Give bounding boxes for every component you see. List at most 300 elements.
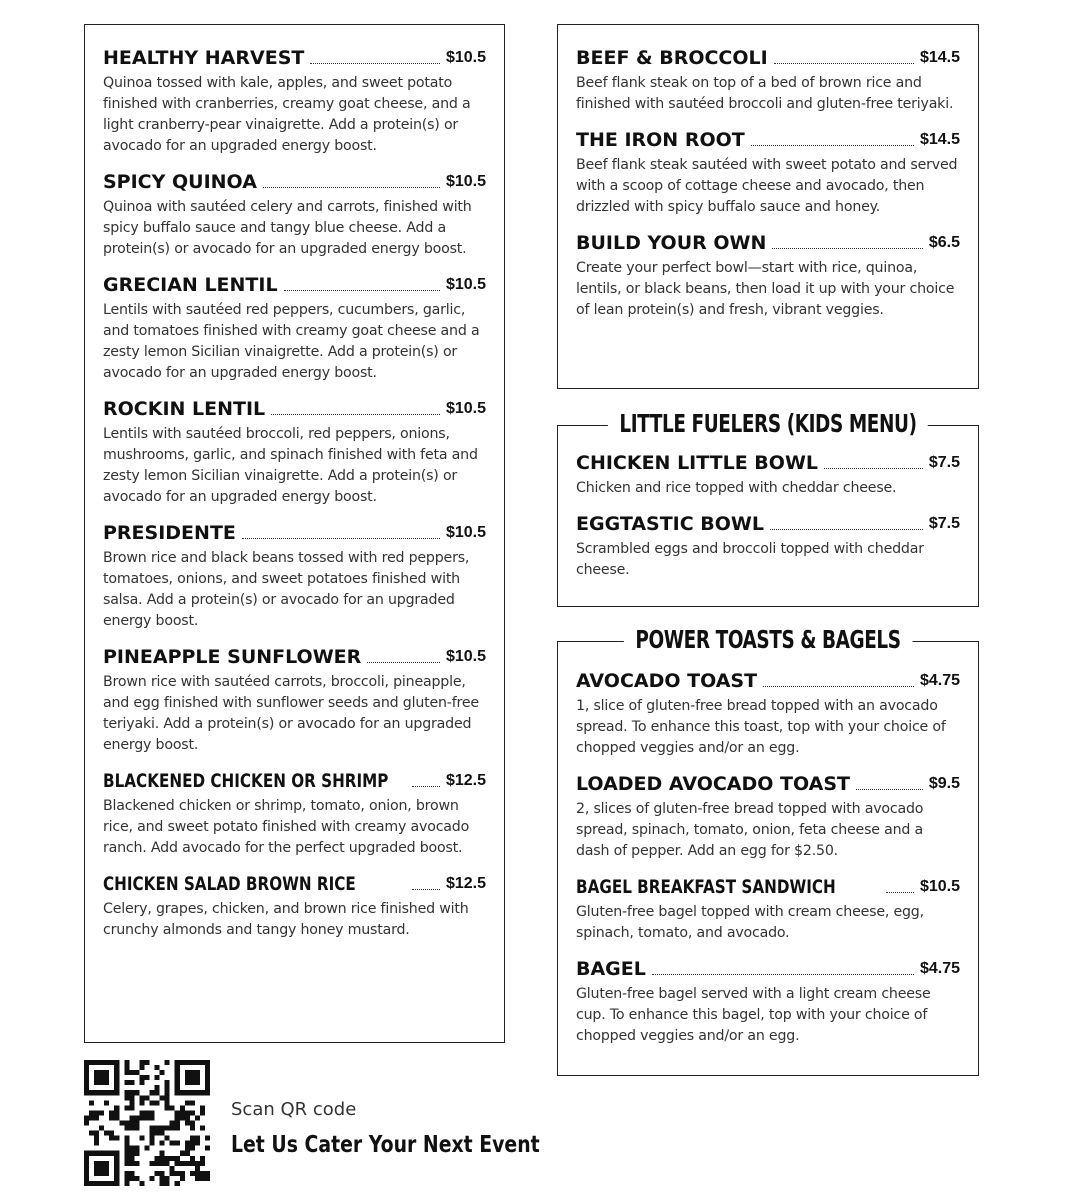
qr-module bbox=[84, 1151, 89, 1156]
qr-module bbox=[170, 1171, 175, 1176]
qr-module bbox=[114, 1166, 119, 1171]
qr-module bbox=[109, 1110, 114, 1115]
menu-item bbox=[103, 522, 486, 632]
menu-item-header bbox=[103, 398, 486, 420]
qr-module bbox=[144, 1075, 149, 1080]
qr-module bbox=[195, 1171, 200, 1176]
qr-module bbox=[139, 1136, 144, 1141]
qr-module bbox=[84, 1181, 89, 1186]
menu-item-header bbox=[576, 452, 960, 474]
qr-module bbox=[129, 1156, 134, 1161]
menu-item bbox=[103, 873, 486, 941]
qr-module bbox=[175, 1065, 180, 1070]
qr-module bbox=[94, 1075, 99, 1080]
qr-module bbox=[99, 1070, 104, 1075]
menu-item bbox=[576, 232, 960, 321]
qr-module bbox=[150, 1136, 155, 1141]
qr-module bbox=[200, 1171, 205, 1176]
toasts-bagels-title: POWER TOASTS & BAGELS bbox=[624, 625, 912, 654]
menu-item-price: $10.5 bbox=[445, 49, 486, 66]
menu-item bbox=[103, 171, 486, 260]
menu-item bbox=[103, 274, 486, 384]
qr-module bbox=[155, 1131, 160, 1136]
qr-module bbox=[175, 1070, 180, 1075]
qr-module bbox=[200, 1090, 205, 1095]
menu-item bbox=[576, 47, 960, 115]
qr-module bbox=[175, 1120, 180, 1125]
qr-module bbox=[134, 1146, 139, 1151]
qr-module bbox=[114, 1070, 119, 1075]
qr-module bbox=[175, 1171, 180, 1176]
qr-module bbox=[195, 1080, 200, 1085]
qr-module bbox=[160, 1181, 165, 1186]
qr-module bbox=[150, 1161, 155, 1166]
qr-module bbox=[89, 1151, 94, 1156]
qr-module bbox=[205, 1176, 210, 1181]
menu-item-description: Blackened chicken or shrimp, tomato, onion, brown rice, and sweet potato finished with creamy avocado ranch. Add avocado for the perfect upgraded boost. bbox=[103, 798, 470, 856]
qr-module bbox=[94, 1131, 99, 1136]
qr-module bbox=[195, 1176, 200, 1181]
qr-module bbox=[185, 1110, 190, 1115]
qr-module bbox=[190, 1161, 195, 1166]
qr-module bbox=[94, 1090, 99, 1095]
qr-module bbox=[104, 1075, 109, 1080]
dot-leader bbox=[774, 63, 914, 64]
menu-item-price: $14.5 bbox=[919, 49, 960, 66]
menu-item-price: $10.5 bbox=[445, 648, 486, 665]
qr-module bbox=[94, 1070, 99, 1075]
qr-module bbox=[185, 1120, 190, 1125]
qr-module bbox=[84, 1075, 89, 1080]
qr-module bbox=[190, 1075, 195, 1080]
qr-module bbox=[139, 1115, 144, 1120]
menu-item-header bbox=[576, 129, 960, 151]
qr-module bbox=[109, 1115, 114, 1120]
qr-module bbox=[180, 1171, 185, 1176]
dot-leader bbox=[772, 248, 922, 249]
qr-module bbox=[190, 1126, 195, 1131]
qr-module bbox=[185, 1141, 190, 1146]
qr-module bbox=[99, 1166, 104, 1171]
menu-item bbox=[103, 398, 486, 508]
qr-module bbox=[114, 1181, 119, 1186]
qr-module bbox=[165, 1105, 170, 1110]
qr-module bbox=[124, 1126, 129, 1131]
qr-module bbox=[104, 1181, 109, 1186]
qr-module bbox=[200, 1156, 205, 1161]
qr-module bbox=[205, 1136, 210, 1141]
menu-item-name: CHICKEN SALAD BROWN RICE bbox=[103, 873, 356, 895]
menu-item-name: HEALTHY HARVEST bbox=[103, 47, 305, 69]
dot-leader bbox=[242, 538, 440, 539]
qr-module bbox=[124, 1176, 129, 1181]
menu-item-price: $7.5 bbox=[928, 515, 960, 532]
qr-module bbox=[84, 1070, 89, 1075]
menu-item-name: CHICKEN LITTLE BOWL bbox=[576, 452, 819, 474]
qr-module bbox=[195, 1161, 200, 1166]
qr-module bbox=[104, 1151, 109, 1156]
qr-module bbox=[180, 1105, 185, 1110]
qr-code-icon[interactable] bbox=[84, 1060, 210, 1186]
qr-module bbox=[200, 1060, 205, 1065]
qr-module bbox=[109, 1136, 114, 1141]
qr-module bbox=[150, 1100, 155, 1105]
menu-item-price: $14.5 bbox=[919, 131, 960, 148]
menu-item bbox=[103, 47, 486, 157]
qr-module bbox=[205, 1075, 210, 1080]
qr-module bbox=[200, 1176, 205, 1181]
menu-item-name: AVOCADO TOAST bbox=[576, 670, 758, 692]
qr-module bbox=[129, 1080, 134, 1085]
dot-leader bbox=[763, 686, 914, 687]
qr-module bbox=[84, 1156, 89, 1161]
qr-module bbox=[150, 1141, 155, 1146]
qr-module bbox=[165, 1060, 170, 1065]
qr-module bbox=[160, 1095, 165, 1100]
qr-module bbox=[99, 1151, 104, 1156]
qr-module bbox=[124, 1105, 129, 1110]
menu-item-name: GRECIAN LENTIL bbox=[103, 274, 278, 296]
qr-module bbox=[144, 1115, 149, 1120]
menu-item-price: $12.5 bbox=[445, 875, 486, 892]
qr-module bbox=[160, 1156, 165, 1161]
menu-item bbox=[576, 670, 960, 759]
menu-item-name: BEEF & BROCCOLI bbox=[576, 47, 768, 69]
qr-module bbox=[94, 1161, 99, 1166]
menu-item-description: Create your perfect bowl—start with rice, quinoa, lentils, or black beans, then load it up with your choice of lean protein(s) and fresh, vibrant veggies. bbox=[576, 260, 955, 318]
qr-module bbox=[114, 1060, 119, 1065]
qr-module bbox=[124, 1141, 129, 1146]
menu-item-name: LOADED AVOCADO TOAST bbox=[576, 773, 850, 795]
qr-module bbox=[129, 1115, 134, 1120]
qr-module bbox=[205, 1085, 210, 1090]
qr-module bbox=[129, 1161, 134, 1166]
qr-module bbox=[170, 1141, 175, 1146]
qr-module bbox=[185, 1090, 190, 1095]
qr-module bbox=[84, 1176, 89, 1181]
menu-item-description: Beef flank steak sautéed with sweet potato and served with a scoop of cottage cheese and avocado, then drizzled with spicy buffalo sauce and honey. bbox=[576, 157, 958, 215]
qr-module bbox=[139, 1181, 144, 1186]
menu-item-description: Quinoa tossed with kale, apples, and sweet potato finished with cranberries, creamy goat cheese, and a light cranberry-pear vinaigrette. Add a protein(s) or avocado for an upgraded energy boost. bbox=[103, 75, 471, 154]
qr-module bbox=[84, 1115, 89, 1120]
menu-item bbox=[576, 513, 960, 581]
menu-item-name: ROCKIN LENTIL bbox=[103, 398, 266, 420]
qr-module bbox=[144, 1095, 149, 1100]
qr-module bbox=[200, 1161, 205, 1166]
qr-module bbox=[195, 1141, 200, 1146]
qr-module bbox=[94, 1060, 99, 1065]
qr-module bbox=[104, 1090, 109, 1095]
menu-item-description: Gluten-free bagel served with a light cream cheese cup. To enhance this bagel, top with your choice of chopped veggies and/or an egg. bbox=[576, 986, 931, 1044]
qr-module bbox=[205, 1060, 210, 1065]
menu-item-name: THE IRON ROOT bbox=[576, 129, 745, 151]
qr-module bbox=[180, 1115, 185, 1120]
qr-module bbox=[205, 1171, 210, 1176]
qr-module bbox=[195, 1090, 200, 1095]
menu-item-name: SPICY QUINOA bbox=[103, 171, 257, 193]
qr-module bbox=[175, 1110, 180, 1115]
qr-module bbox=[150, 1090, 155, 1095]
qr-module bbox=[134, 1090, 139, 1095]
qr-module bbox=[190, 1146, 195, 1151]
menu-item bbox=[576, 129, 960, 218]
qr-module bbox=[89, 1110, 94, 1115]
qr-module bbox=[195, 1075, 200, 1080]
qr-module bbox=[129, 1070, 134, 1075]
qr-module bbox=[139, 1110, 144, 1115]
qr-module bbox=[114, 1176, 119, 1181]
menu-item-header bbox=[103, 873, 486, 895]
qr-module bbox=[114, 1065, 119, 1070]
qr-module bbox=[114, 1171, 119, 1176]
menu-item bbox=[576, 876, 960, 944]
qr-module bbox=[200, 1110, 205, 1115]
qr-module bbox=[180, 1161, 185, 1166]
menu-item-description: Beef flank steak on top of a bed of brown rice and finished with sautéed broccoli and gluten-free teriyaki. bbox=[576, 75, 954, 112]
menu-item-price: $12.5 bbox=[445, 772, 486, 789]
qr-module bbox=[104, 1060, 109, 1065]
menu-item-price: $4.75 bbox=[919, 672, 960, 689]
qr-module bbox=[134, 1176, 139, 1181]
qr-module bbox=[205, 1146, 210, 1151]
qr-module bbox=[190, 1141, 195, 1146]
qr-module bbox=[99, 1090, 104, 1095]
qr-module bbox=[165, 1156, 170, 1161]
qr-module bbox=[170, 1166, 175, 1171]
qr-module bbox=[155, 1171, 160, 1176]
qr-module bbox=[124, 1136, 129, 1141]
qr-module bbox=[114, 1110, 119, 1115]
qr-module bbox=[134, 1115, 139, 1120]
qr-module bbox=[170, 1120, 175, 1125]
qr-module bbox=[160, 1141, 165, 1146]
qr-module bbox=[175, 1161, 180, 1166]
qr-module bbox=[139, 1060, 144, 1065]
qr-module bbox=[114, 1161, 119, 1166]
menu-item-header bbox=[103, 646, 486, 668]
qr-module bbox=[129, 1090, 134, 1095]
menu-item-description: Celery, grapes, chicken, and brown rice finished with crunchy almonds and tangy honey mustard. bbox=[103, 901, 469, 938]
qr-module bbox=[175, 1075, 180, 1080]
qr-module bbox=[195, 1070, 200, 1075]
signature-bowls-section bbox=[557, 24, 979, 389]
qr-module bbox=[175, 1060, 180, 1065]
qr-module bbox=[155, 1156, 160, 1161]
qr-module bbox=[160, 1070, 165, 1075]
qr-module bbox=[89, 1090, 94, 1095]
qr-module bbox=[99, 1075, 104, 1080]
qr-module bbox=[129, 1095, 134, 1100]
qr-module bbox=[170, 1156, 175, 1161]
qr-module bbox=[190, 1156, 195, 1161]
qr-module bbox=[175, 1115, 180, 1120]
qr-module bbox=[175, 1141, 180, 1146]
qr-module bbox=[139, 1095, 144, 1100]
qr-module bbox=[124, 1181, 129, 1186]
qr-module bbox=[119, 1120, 124, 1125]
qr-module bbox=[150, 1126, 155, 1131]
qr-module bbox=[139, 1075, 144, 1080]
qr-module bbox=[124, 1065, 129, 1070]
qr-module bbox=[185, 1115, 190, 1120]
qr-module bbox=[114, 1151, 119, 1156]
qr-module bbox=[114, 1136, 119, 1141]
menu-item-description: Gluten-free bagel topped with cream cheese, egg, spinach, tomato, and avocado. bbox=[576, 904, 924, 941]
toasts-bagels-section bbox=[557, 625, 979, 1076]
qr-module bbox=[99, 1181, 104, 1186]
qr-module bbox=[155, 1126, 160, 1131]
qr-module bbox=[124, 1120, 129, 1125]
qr-module bbox=[89, 1131, 94, 1136]
qr-module bbox=[129, 1100, 134, 1105]
qr-module bbox=[134, 1161, 139, 1166]
qr-module bbox=[84, 1080, 89, 1085]
qr-module bbox=[124, 1080, 129, 1085]
qr-module bbox=[84, 1171, 89, 1176]
qr-module bbox=[185, 1075, 190, 1080]
qr-module bbox=[89, 1181, 94, 1186]
qr-module bbox=[99, 1110, 104, 1115]
qr-module bbox=[124, 1095, 129, 1100]
menu-item-header bbox=[576, 958, 960, 980]
qr-module bbox=[84, 1161, 89, 1166]
qr-module bbox=[190, 1110, 195, 1115]
qr-module bbox=[114, 1156, 119, 1161]
qr-module bbox=[200, 1105, 205, 1110]
qr-module bbox=[89, 1060, 94, 1065]
qr-module bbox=[124, 1151, 129, 1156]
qr-module bbox=[114, 1105, 119, 1110]
menu-item-header bbox=[103, 522, 486, 544]
menu-item-description: Quinoa with sautéed celery and carrots, finished with spicy buffalo sauce and tangy blue cheese. Add a protein(s) or avocado for an upgraded energy boost. bbox=[103, 199, 472, 257]
menu-item-header bbox=[576, 47, 960, 69]
qr-module bbox=[180, 1110, 185, 1115]
menu-item-description: Brown rice and black beans tossed with red peppers, tomatoes, onions, and sweet potatoes finished with salsa. Add a protein(s) or avocado for an upgraded energy boost. bbox=[103, 550, 470, 629]
qr-module bbox=[185, 1070, 190, 1075]
qr-module bbox=[124, 1156, 129, 1161]
menu-item-name: BAGEL BREAKFAST SANDWICH bbox=[576, 876, 836, 898]
qr-module bbox=[190, 1136, 195, 1141]
qr-module bbox=[165, 1136, 170, 1141]
menu-item-header bbox=[103, 171, 486, 193]
qr-module bbox=[205, 1080, 210, 1085]
qr-module bbox=[150, 1131, 155, 1136]
qr-module bbox=[89, 1115, 94, 1120]
qr-module bbox=[124, 1060, 129, 1065]
qr-module bbox=[99, 1161, 104, 1166]
cater-heading[interactable]: Let Us Cater Your Next Event bbox=[231, 1132, 540, 1158]
menu-item-name: BAGEL bbox=[576, 958, 646, 980]
qr-module bbox=[129, 1146, 134, 1151]
qr-module bbox=[129, 1151, 134, 1156]
qr-module bbox=[99, 1171, 104, 1176]
qr-module bbox=[205, 1065, 210, 1070]
qr-module bbox=[124, 1161, 129, 1166]
qr-module bbox=[94, 1136, 99, 1141]
dot-leader bbox=[412, 786, 440, 787]
menu-item-price: $10.5 bbox=[919, 878, 960, 895]
qr-module bbox=[175, 1156, 180, 1161]
qr-module bbox=[185, 1151, 190, 1156]
qr-module bbox=[129, 1171, 134, 1176]
qr-module bbox=[94, 1080, 99, 1085]
menu-item-header bbox=[103, 770, 486, 792]
dot-leader bbox=[824, 468, 923, 469]
qr-module bbox=[99, 1060, 104, 1065]
qr-module bbox=[139, 1100, 144, 1105]
qr-module bbox=[185, 1161, 190, 1166]
qr-module bbox=[160, 1176, 165, 1181]
qr-module bbox=[89, 1100, 94, 1105]
menu-item bbox=[576, 958, 960, 1047]
qr-module bbox=[104, 1100, 109, 1105]
qr-module bbox=[129, 1105, 134, 1110]
qr-module bbox=[124, 1171, 129, 1176]
qr-module bbox=[144, 1110, 149, 1115]
qr-module bbox=[160, 1126, 165, 1131]
qr-module bbox=[109, 1151, 114, 1156]
qr-module bbox=[195, 1136, 200, 1141]
qr-module bbox=[190, 1171, 195, 1176]
menu-item-price: $4.75 bbox=[919, 960, 960, 977]
menu-item-price: $7.5 bbox=[928, 454, 960, 471]
qr-module bbox=[109, 1131, 114, 1136]
qr-module bbox=[205, 1070, 210, 1075]
qr-module bbox=[84, 1120, 89, 1125]
dot-leader bbox=[886, 892, 914, 893]
qr-module bbox=[114, 1075, 119, 1080]
qr-module bbox=[124, 1090, 129, 1095]
qr-module bbox=[104, 1131, 109, 1136]
qr-module bbox=[94, 1115, 99, 1120]
qr-module bbox=[139, 1065, 144, 1070]
qr-module bbox=[104, 1166, 109, 1171]
qr-module bbox=[200, 1126, 205, 1131]
menu-item-price: $10.5 bbox=[445, 173, 486, 190]
qr-module bbox=[114, 1090, 119, 1095]
qr-module bbox=[155, 1090, 160, 1095]
qr-module bbox=[185, 1100, 190, 1105]
qr-module bbox=[170, 1105, 175, 1110]
menu-item-header bbox=[103, 47, 486, 69]
qr-module bbox=[109, 1060, 114, 1065]
qr-module bbox=[94, 1171, 99, 1176]
menu-item-description: Lentils with sautéed red peppers, cucumbers, garlic, and tomatoes finished with creamy goat cheese and a zesty lemon Sicilian vinaigrette. Add a protein(s) or avocado for an upgraded energy boost. bbox=[103, 302, 480, 381]
qr-module bbox=[180, 1060, 185, 1065]
qr-module bbox=[124, 1070, 129, 1075]
qr-module bbox=[134, 1151, 139, 1156]
qr-module bbox=[155, 1085, 160, 1090]
qr-module bbox=[129, 1126, 134, 1131]
qr-module bbox=[155, 1065, 160, 1070]
qr-module bbox=[160, 1161, 165, 1166]
qr-module bbox=[84, 1166, 89, 1171]
qr-module bbox=[150, 1176, 155, 1181]
menu-item bbox=[576, 452, 960, 499]
menu-item-name: BUILD YOUR OWN bbox=[576, 232, 767, 254]
qr-module bbox=[195, 1115, 200, 1120]
qr-module bbox=[84, 1085, 89, 1090]
qr-module bbox=[155, 1161, 160, 1166]
menu-item-description: 2, slices of gluten-free bread topped with avocado spread, spinach, tomato, onion, feta cheese and a dash of pepper. Add an egg for $2.50. bbox=[576, 801, 924, 859]
qr-module bbox=[104, 1171, 109, 1176]
qr-module bbox=[190, 1090, 195, 1095]
qr-module bbox=[165, 1100, 170, 1105]
qr-module bbox=[185, 1060, 190, 1065]
menu-item-description: Brown rice with sautéed carrots, broccoli, pineapple, and egg finished with sunflower seeds and gluten-free teriyaki. Add a protein(s) or avocado for an upgraded energy boost. bbox=[103, 674, 479, 753]
qr-module bbox=[124, 1146, 129, 1151]
menu-item-header bbox=[576, 513, 960, 535]
